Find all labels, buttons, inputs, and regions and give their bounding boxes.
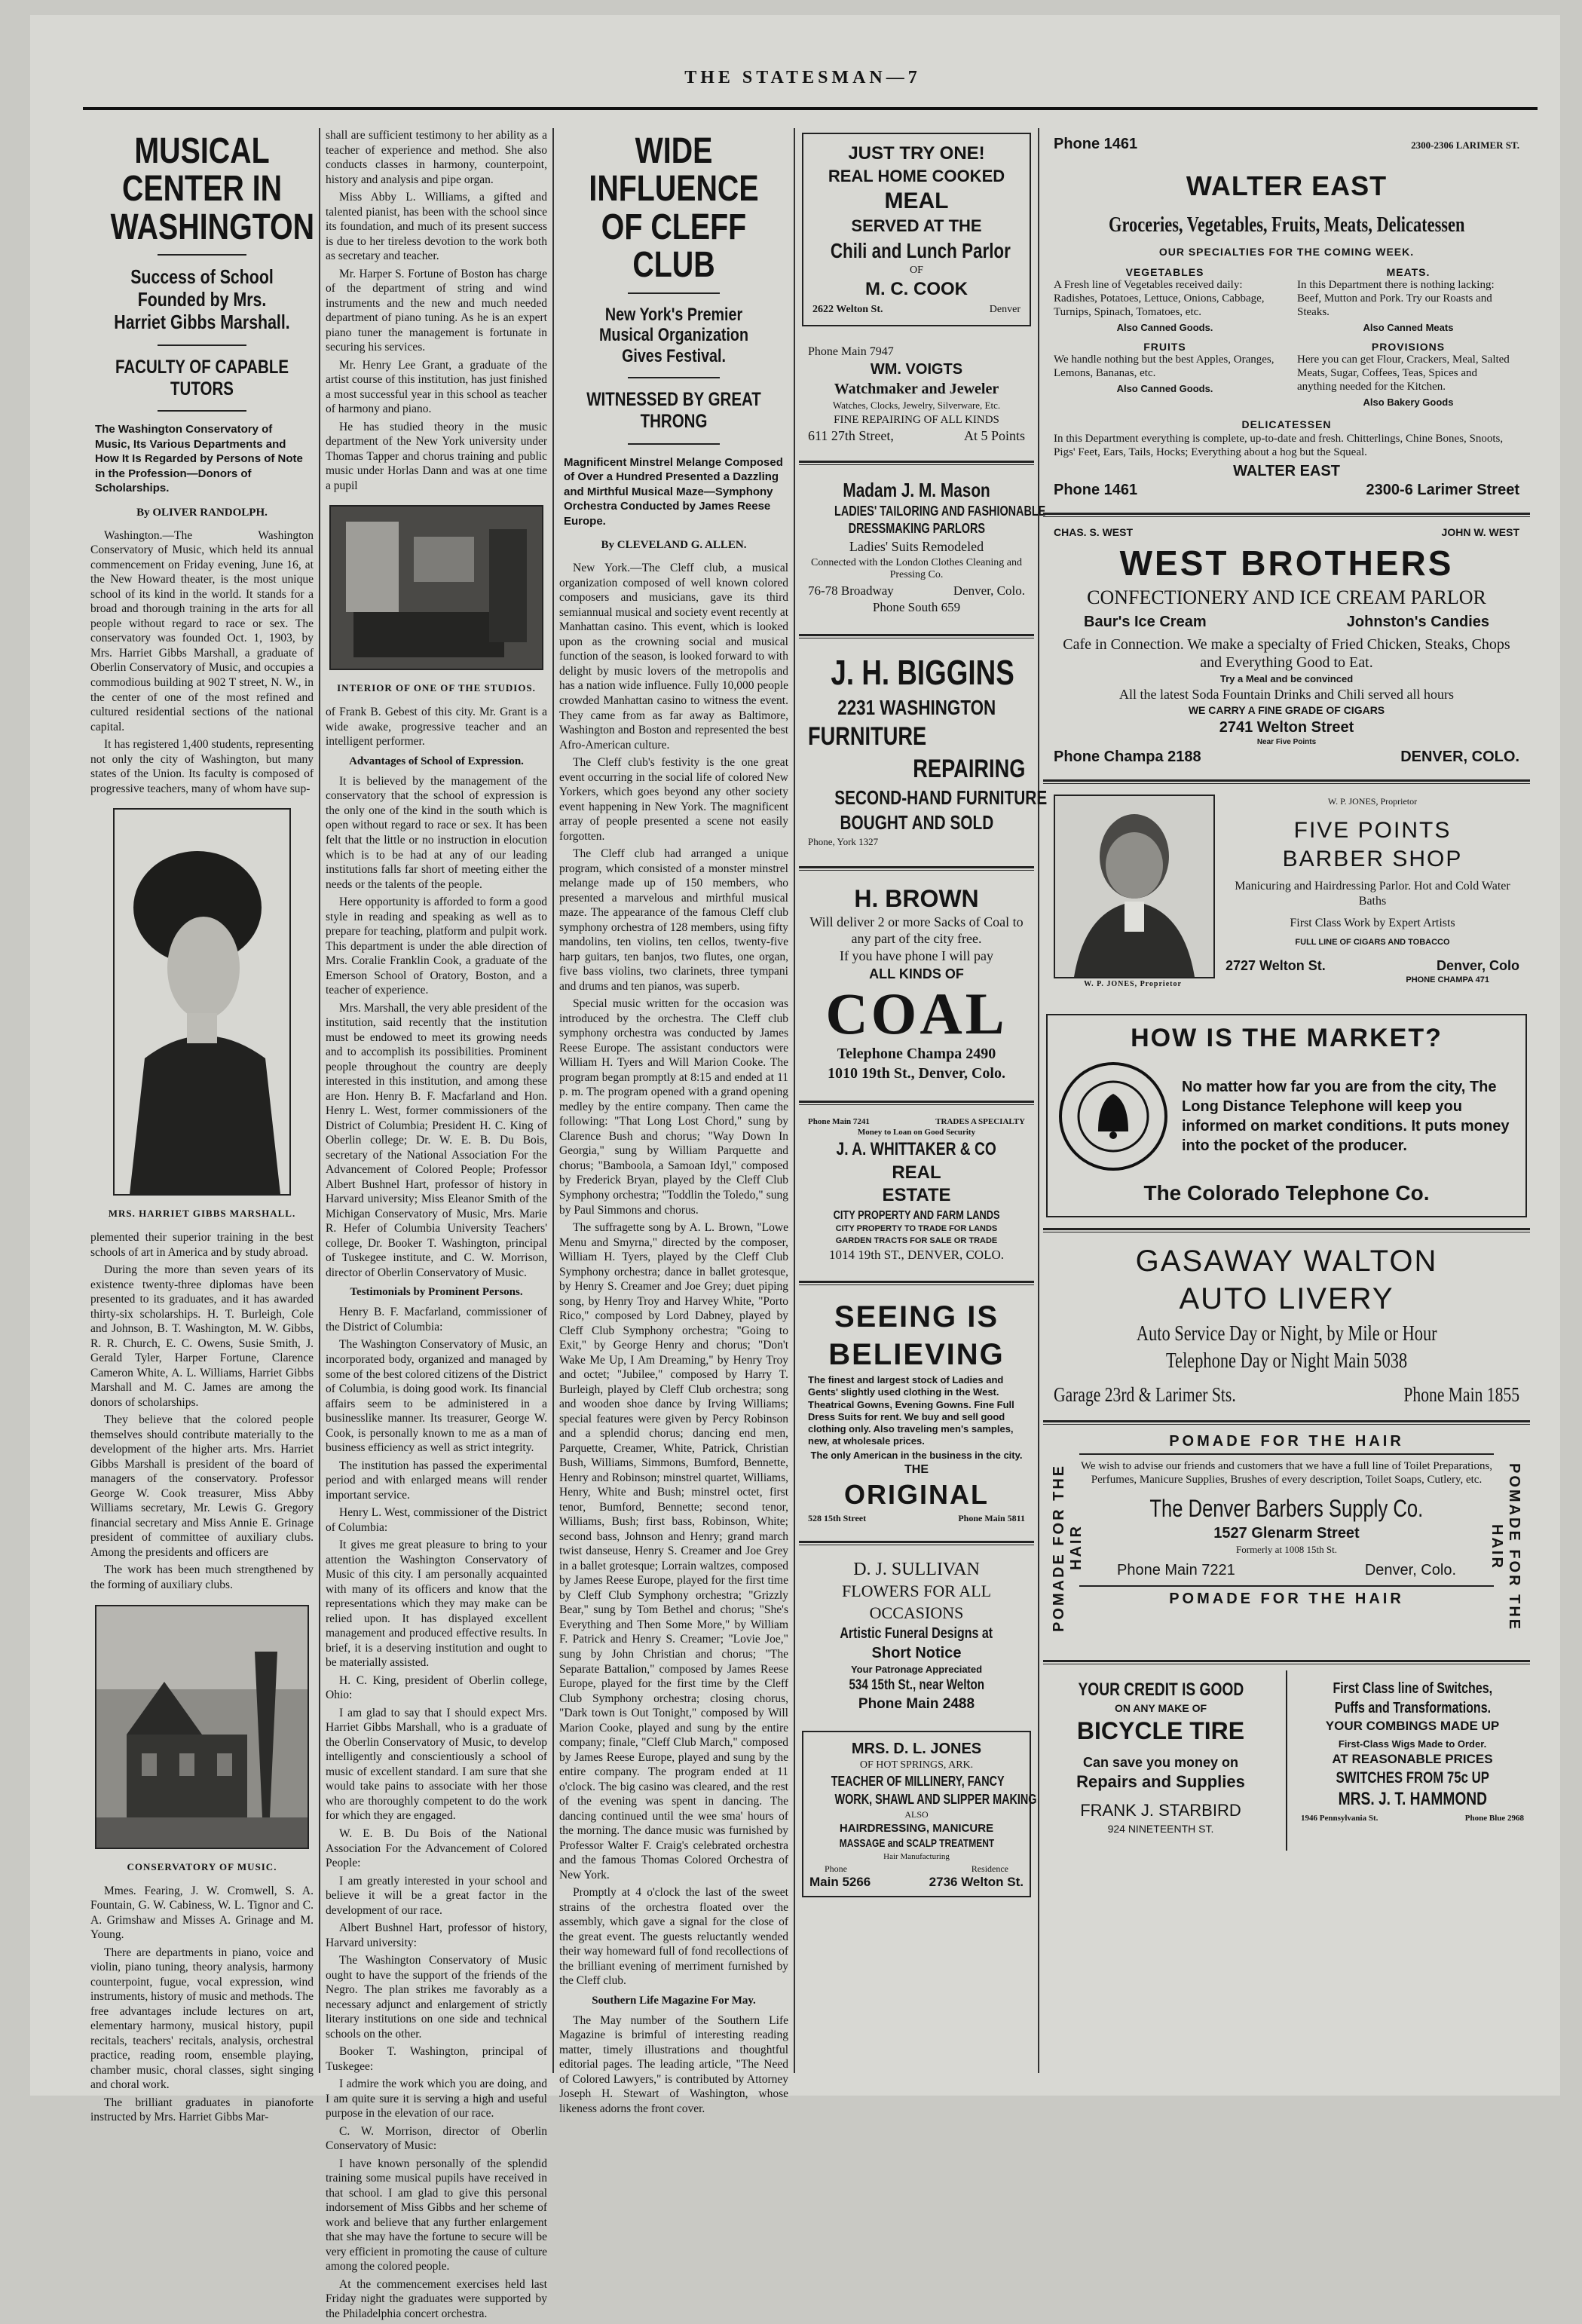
masthead-rule	[83, 107, 1538, 110]
ad-label: Phone	[825, 1863, 847, 1874]
ad-line: Repairs and Supplies	[1076, 1772, 1245, 1792]
paragraph: The Cleff club had arranged a unique program, which consisted of a monster minstrel melange made up of 150 members, who presented a marvelous and mirthful musical maze. The appearance of the famous Cleff club symphony orchestra of 128 members, using fifty mandolins, ten violins, ten cellos, twenty-five harp guitars, ten banjos, two flutes, one organ, five bass violins, two clarinets, three tympani and drums and ten pianos, was superb.	[559, 847, 788, 993]
ad-line: Can save you money on	[1082, 1754, 1239, 1770]
ad-jones-millinery	[802, 1731, 1037, 1897]
ad-line: OUR SPECIALTIES FOR THE COMING WEEK.	[1158, 245, 1415, 258]
byline: By OLIVER RANDOLPH.	[136, 506, 268, 519]
ad-line: YOUR COMBINGS MADE UP	[1325, 1718, 1500, 1733]
ad-line: Ladies' Suits Remodeled	[849, 538, 984, 554]
paragraph: They believe that the colored people themselves should contribute materially to the development of the higher arts. Mrs. Harriet Gibbs Marshall is president of the board of managers of the conservatory. Professor George W. Cook treasurer, Miss Abby Williams secretary, Mr. Lewis G. Gregory financial secretary and Miss Annie E. Grinage president of committee of auxiliary clubs. Among the presidents and officers are	[90, 1413, 314, 1559]
ad-line: REAL	[892, 1162, 941, 1183]
ad-line: GARDEN TRACTS FOR SALE OR TRADE	[835, 1235, 998, 1245]
category-text: In this Department everything is complete, up-to-date and fresh. Chitterlings, Chine Bones, Snoots, Pigs' Feet, Ears, Tails, Hocks; Everything about a hog but the Squeal.	[1054, 432, 1504, 458]
ad-line: Short Notice	[871, 1645, 962, 1662]
ad-line: FLOWERS FOR ALL	[841, 1581, 992, 1601]
ad-address: 76-78 Broadway	[808, 583, 894, 599]
category-heading: FRUITS	[1143, 340, 1186, 353]
ad-line: The only American in the business in the city.	[810, 1449, 1023, 1461]
paragraph: The Washington Conservatory of Music, an incorporated body, organized and managed by some of the best colored citizens of the District of Columbia, is doing good work. Its financial affairs seem to be administered in a businesslike manner. Its treasurer, George W. Cook, is personally known to me as a man of business efficiency as well as strict integrity.	[326, 1338, 547, 1455]
conservatory-photo	[95, 1605, 309, 1849]
category-note: Also Bakery Goods	[1363, 396, 1454, 408]
ad-west-brothers	[1046, 523, 1527, 769]
article-subhead-2: FACULTY OF CAPABLE TUTORS	[115, 356, 289, 400]
ad-line: LADIES' TAILORING AND FASHIONABLE	[834, 503, 1046, 519]
ad-line: 534 15th St., near Welton	[849, 1676, 984, 1693]
ad-line: Telephone Champa 2490	[837, 1045, 996, 1062]
ad-line: 1014 19th ST., DENVER, COLO.	[828, 1247, 1004, 1262]
ad-line: If you have phone I will pay	[840, 948, 993, 964]
ad-phone: Phone Blue 2968	[1464, 1813, 1524, 1823]
ad-city: Denver	[989, 303, 1020, 315]
paragraph: The brilliant graduates in pianoforte instructed by Mrs. Harriet Gibbs Mar-	[90, 2096, 314, 2124]
portrait-illustration	[1055, 796, 1213, 977]
paragraph: plemented their superior training in the best schools of art in America and by study abroad.	[90, 1231, 314, 1259]
paragraph: shall are sufficient testimony to her ability as a teacher of experience and method. She also conducts classes in harmony, counterpoint, history and analysis and pipe organ.	[326, 129, 547, 186]
ad-title: WALTER EAST	[1186, 170, 1388, 201]
ad-brown-coal	[802, 877, 1031, 1090]
ad-phone: Phone Main 7241	[808, 1116, 870, 1126]
ad-line: AT REASONABLE PRICES	[1332, 1751, 1493, 1766]
paragraph: The institution has passed the experimental period and with enlarged means will render important service.	[326, 1459, 547, 1502]
section-subhead: Southern Life Magazine For May.	[592, 1994, 756, 2007]
paragraph: Promptly at 4 o'clock the last of the sweet strains of the orchestra floated over the assembly, which gave a signal for the close of the great event. The guests reluctantly wended their way homeward full of fond recollections of the brilliant evening of merriment furnished by the Cleff club.	[559, 1886, 788, 1988]
ad-address: 2622 Welton St.	[812, 303, 883, 315]
paragraph: During the more than seven years of its existence twenty-three diplomas have been presented to its graduates, and it has awarded thirty-six scholarships. H. T. Burleigh, Cole and Johnson, B. T. Washington, M. W. Gibbs, R. R. Church, E. C. Owens, Susie Smith, J. Gerald Tyler, Harper Fortune, Clarence Cameron White, A. L. Williams, Harriet Gibbs Marshall and M. C. James are among the donors of scholarships.	[90, 1263, 314, 1409]
ad-line: WORK, SHAWL AND SLIPPER MAKING	[834, 1791, 1037, 1807]
ad-colorado-telephone	[1046, 1014, 1527, 1217]
paragraph: Special music written for the occasion was introduced by the orchestra. The Cleff club symphony orchestra was conducted by James Reese Europe. The assistant conductors were William H. Tyers and Will Marion Cooke. The program began promptly at 8:15 and ended at 11 p. m. The program opened with a grand opening medley by the entire company. Then came the following: "That Long Lost Chord," sung by Clarence Bush and chorus; "Way Down In Georgia," sung by William Parquette and chorus; "Bamboola, a Samoan Idyl," composed by Frederick Bryan, played by the Cleff Club Symphony orchestra; "Toddlin the Toledo," sung by Paul Simmons and chorus.	[559, 997, 788, 1217]
ad-phone: Phone Main 7947	[808, 344, 894, 358]
paragraph: The suffragette song by A. L. Brown, "Lowe Menu and Smyrna," directed by the composer, William H. Tyers, played by the Cleff Club Symphony orchestra; dance in ballet grotesque, by Henry S. Creamer and Joe Grey; duet piping song, by Henry Troy and Harvey White, "Porto Rico," composed by Lord Dabney, played by Cleff Club Symphony orchestra; "Going to Exit," by George Henry and chorus; "Don't Wake Me Up, I Am Dreaming," by Henry Troy and octet; "Jubilee," composed by Harry T. Burleigh, played by Cleff Club orchestra; song and wooden shoe dance by Irving Williams; special features were given by Percy Robinson and a splendid chorus; dancing end men, Parquette, Creamer, White, Patrick, Christian Bush, Williams, Simmons, Bumford, Bennette, Henry and Robinson; minstrel quartet, Williams, Henry, White and Bush; minstrel octet, first tenor, Bumford, Bennette; second tenor, Williams, Bush; first bass, Robinson, White; second bass, Johnson and Henry; grand march twist danseuse, Henry S. Creamer and Joe Grey in a ballet grotesque; Lorrain waltzes, composed by James Reese Europe, played for the first time by Cleff Club Symphony orchestra; "Grizzly Bear," sung by Tom Bethel and chorus; "She's Everything and Then Some More," by William F. Patrick and Henry S. Creamer; "Lovie Joe," sung by John Christian and chorus; "The Separate Battalion," composed by James Reese Europe, played for the first time by the Cleff Club Symphony orchestra; closing chorus, "Dark town is Out Tonight," composed by Will Marion Cooke, played and sung by the entire company; finale, "Cleff Club March," composed by James Reese Europe, played and sung by the entire company. The program ended at 11 o'clock. The big casino was cleared, and the rest of the evening was spent in dancing. The dancing continued until the wee sma' hours of the morning. The dance music was furnished by Professor Walter F. Craig's celebrated orchestra and the famous Thomas Colored Orchestra of New York.	[559, 1221, 788, 1882]
paragraph: Miss Abby L. Williams, a gifted and talented pianist, has been with the school since its foundation, and much of its present success is due to her tireless devotion to the work both as secretary and teacher.	[326, 191, 547, 263]
ad-title: The Colorado Telephone Co.	[1143, 1180, 1430, 1205]
ad-address: 2741 Welton Street	[1219, 718, 1354, 736]
ad-line: Madam J. M. Mason	[843, 478, 990, 501]
category-note: Also Canned Goods.	[1116, 382, 1213, 394]
ad-phone: Phone Main 5811	[958, 1512, 1025, 1523]
studio-illustration	[331, 507, 542, 669]
ad-line: TEACHER OF MILLINERY, FANCY	[831, 1774, 1005, 1790]
ad-phone: Phone Main 7221	[1117, 1561, 1235, 1578]
ad-line: J. H. BIGGINS	[831, 652, 1014, 692]
ad-separator	[1043, 1420, 1530, 1425]
ad-line: CONFECTIONERY AND ICE CREAM PARLOR	[1087, 586, 1486, 608]
bell-seal-icon	[1057, 1060, 1170, 1173]
byline: By CLEVELAND G. ALLEN.	[601, 539, 747, 552]
ad-line: 1010 19th St., Denver, Colo.	[828, 1064, 1005, 1082]
column-rule	[552, 128, 554, 2073]
portrait-illustration	[115, 810, 289, 1194]
ad-line: ALSO	[904, 1809, 929, 1820]
ad-line: Auto Service Day or Night, by Mile or Hour	[1136, 1322, 1437, 1346]
ad-line: Connected with the London Clothes Cleaning and Pressing Co.	[811, 556, 1022, 581]
ad-voigts-jeweler	[802, 337, 1031, 450]
section-subhead: Testimonials by Prominent Persons.	[350, 1286, 523, 1299]
ad-line: ON ANY MAKE OF	[1114, 1702, 1207, 1715]
ad-starbird-bicycle	[1046, 1675, 1275, 1840]
ad-line: CITY PROPERTY AND FARM LANDS	[833, 1209, 1000, 1223]
paragraph: The Cleff club's festivity is the one great event occurring in the social life of colored New Yorkers, which goes beyond any other society event happening in New York. The magnificent array of people presented a scene not easily forgotten.	[559, 756, 788, 843]
ad-line: Baur's Ice Cream	[1084, 613, 1207, 630]
ad-address: Garage 23rd & Larimer Sts.	[1054, 1382, 1236, 1406]
ad-line: WE CARRY A FINE GRADE OF CIGARS	[1188, 704, 1385, 717]
bottom-ads-row	[1043, 1670, 1530, 1851]
ad-text: No matter how far you are from the city, The Long Distance Telephone will keep you informed on market conditions. It puts money into the pocket of the producer.	[1182, 1078, 1510, 1154]
paragraph: It has registered 1,400 students, representing not only the city of Washington, but many states of the Union. Its faculty is composed of progressive teachers, many of whom have sup-	[90, 738, 314, 795]
ad-line: YOUR CREDIT IS GOOD	[1078, 1679, 1244, 1700]
ad-line: Hair Manufacturing	[883, 1851, 950, 1861]
ads-column-large	[1043, 128, 1530, 1851]
ad-address: 528 15th Street	[808, 1512, 867, 1523]
paragraph: C. W. Morrison, director of Oberlin Conservatory of Music:	[326, 2124, 547, 2153]
paragraph: He has studied theory in the music department of the New York university under Thomas Tapper and chorus training and public music under Horlas Dann and was at one time a pupil	[326, 420, 547, 492]
category-text: In this Department there is nothing lacking: Beef, Mutton and Pork. Try our Roasts and Steaks.	[1297, 278, 1495, 318]
ad-separator	[799, 634, 1034, 638]
ad-title: HOW IS THE MARKET?	[1131, 1023, 1443, 1052]
ad-title: WEST BROTHERS	[1119, 543, 1454, 583]
ad-separator	[799, 461, 1034, 465]
ad-line: MRS. D. L. JONES	[851, 1741, 982, 1758]
ad-line: OF HOT SPRINGS, ARK.	[859, 1759, 974, 1771]
article-cleff-club	[559, 128, 788, 2119]
paragraph: Mrs. Marshall, the very able president of the institution, said recently that the institution must be endowed to meet its growing needs and to accomplish its possibilities. Prominent people throughout the country are deeply interested in this institution, and among these are Hon. Henry B. F. Macfarland and Hon. Henry L. West, former commissioners of the District of Columbia; President H. C. King of Oberlin college; Dr. W. E. B. Du Bois, secretary of the National Association For the Advancement of Colored People; Professor Albert Bushnel Hart, professor of history in Harvard university; Miss Eleanor Smith of the Michigan Conservatory of Music, Mrs. Marie R. Hefer of Columbia University Teachers' college, Dr. Booker T. Washington, principal of Tuskegee institute, and C. W. Morrison, director of Oberlin Conservatory of Music.	[326, 1001, 547, 1279]
masthead: THE STATESMAN—7	[684, 68, 921, 87]
column-rule	[794, 128, 795, 2073]
ad-line: Johnston's Candies	[1346, 613, 1489, 630]
ad-city: DENVER, COLO.	[1400, 748, 1519, 765]
ad-address: 2300-6 Larimer Street	[1366, 481, 1519, 498]
ad-address: 2727 Welton St.	[1226, 958, 1326, 974]
ad-separator	[1043, 513, 1530, 517]
paragraph: Henry B. F. Macfarland, commissioner of the District of Columbia:	[326, 1306, 547, 1333]
paragraph: New York.—The Cleff club, a musical organization composed of well known colored composers and musicians, gave its third semiannual musical and society event recently at Manhattan casino. This event, which is looked upon as the crowning social and musical function of the season, is looked forward to with delight by music lovers of the metropolis and has a nation wide influence. Fully 10,000 people crowded Manhattan casino to witness the event. They came from as far away as Baltimore, Washington and Boston and represented the best Afro-American culture.	[559, 562, 788, 752]
ad-line: First Class Work by Expert Artists	[1290, 916, 1455, 929]
category-text: We handle nothing but the best Apples, Oranges, Lemons, Bananas, etc.	[1054, 353, 1274, 379]
ad-line: First Class line of Switches,	[1333, 1679, 1492, 1697]
ad-line: First-Class Wigs Made to Order.	[1338, 1738, 1487, 1750]
category-heading: DELICATESSEN	[1241, 418, 1332, 430]
ad-phone: PHONE CHAMPA 471	[1406, 975, 1489, 985]
ad-location: At 5 Points	[963, 427, 1025, 443]
ad-line: Manicuring and Hairdressing Parlor. Hot and Cold Water Baths	[1235, 880, 1510, 908]
ad-phone: Phone 1461	[1054, 136, 1138, 152]
ad-five-points-barber	[1046, 790, 1527, 1003]
photo-caption: MRS. HARRIET GIBBS MARSHALL.	[108, 1208, 296, 1220]
ad-line: J. A. WHITTAKER & CO	[836, 1138, 997, 1159]
ad-address: 924 NINETEENTH ST.	[1107, 1822, 1214, 1835]
ad-line: D. J. SULLIVAN	[853, 1559, 980, 1579]
paragraph: The work has been much strengthened by the forming of auxiliary clubs.	[90, 1563, 314, 1591]
article-headline: WIDE INFLUENCE OF CLEFF CLUB	[589, 131, 759, 286]
ad-line: FINE REPAIRING OF ALL KINDS	[834, 413, 999, 426]
category-heading: MEATS.	[1386, 265, 1431, 278]
article-subhead: New York's Premier Musical Organization Gives Festival.	[599, 304, 748, 366]
ad-name: FRANK J. STARBIRD	[1080, 1801, 1241, 1820]
ads-column-small	[799, 128, 1048, 1908]
divider	[628, 292, 720, 294]
ad-phone: Phone Champa 2188	[1054, 748, 1201, 765]
ad-line: BELIEVING	[828, 1338, 1005, 1372]
ad-line: MASSAGE and SCALP TREATMENT	[839, 1836, 994, 1850]
ad-denver-barbers-supply	[1046, 1431, 1527, 1649]
ad-biggins-furniture	[802, 645, 1048, 856]
category-heading: VEGETABLES	[1125, 265, 1204, 278]
ad-title: BICYCLE TIRE	[1076, 1717, 1245, 1745]
article-continuation	[326, 128, 547, 2324]
divider	[628, 443, 720, 445]
ad-name: JOHN W. WEST	[1441, 525, 1519, 538]
ad-line: ALL KINDS OF	[869, 966, 964, 982]
ad-line: BOUGHT AND SOLD	[840, 811, 993, 834]
ad-mason-tailoring	[802, 471, 1046, 623]
pomade-side-left: POMADE FOR THE HAIR	[1051, 1462, 1085, 1632]
ad-sullivan-flowers	[802, 1551, 1031, 1721]
paragraph: At the commencement exercises held last Friday night the graduates were supported by the Philadelphia concert orchestra.	[326, 2277, 547, 2320]
ad-line: ORIGINAL	[844, 1479, 989, 1511]
ad-line: Money to Loan on Good Security	[857, 1127, 976, 1137]
ad-title: WALTER EAST	[1233, 462, 1340, 479]
ad-line: HAIRDRESSING, MANICURE	[839, 1821, 994, 1835]
paragraph: I am glad to say that I should expect Mrs. Harriet Gibbs Marshall, who is a graduate of the Oberlin Conservatory of Music, to develop intelligently and conscientiously a school of music of excellent standard. I am sure that she would take pains to associate with her those who are thoroughly competent to do the work for which they are engaged.	[326, 1706, 547, 1823]
paragraph: Henry L. West, commissioner of the District of Columbia:	[326, 1506, 547, 1534]
paragraph: I have known personally of the splendid training some musical pupils have received in that school. I am glad to give this personal indorsement of Miss Gibbs and her scheme of work and believe that any further enlargement that she may have the fortune to secure will be very efficient in promoting the cause of culture among the colored people.	[326, 2157, 547, 2273]
category-note: Also Canned Meats	[1363, 321, 1454, 333]
ad-text: We wish to advise our friends and customers that we have a full line of Toilet Preparations, Perfumes, Manicure Supplies, Brushes of every description, Toilet Soaps, Cutlery, etc.	[1080, 1459, 1493, 1486]
ad-name: CHAS. S. WEST	[1054, 525, 1134, 538]
paragraph: Booker T. Washington, principal of Tuskegee:	[326, 2045, 547, 2073]
ad-separator	[799, 866, 1034, 871]
divider	[158, 254, 246, 256]
paragraph: I am greatly interested in your school and believe it will be a great factor in the development of our race.	[326, 1874, 547, 1917]
ad-line: Artistic Funeral Designs at	[840, 1625, 993, 1643]
paragraph: It is believed by the management of the conservatory that the school of expression is the only one of the kind in the south which is open without regard to race or sex. It has been felt that the little or no instruction in elocution which is to be had at any of our leading institutions falls far short of meeting either the needs or the talents of the people.	[326, 774, 547, 891]
ad-address: 1946 Pennsylvania St.	[1301, 1813, 1379, 1823]
ad-line: WM. VOIGTS	[870, 360, 963, 378]
ad-whittaker-real-estate	[802, 1111, 1031, 1271]
paragraph: of Frank B. Gebest of this city. Mr. Grant is a wide awake, progressive teacher and an intelligent performer.	[326, 706, 547, 749]
ad-city: Denver, Colo	[1436, 958, 1519, 974]
ad-label: Residence	[971, 1863, 1008, 1874]
ad-line: SWITCHES FROM 75c UP	[1336, 1768, 1489, 1787]
divider	[158, 344, 246, 346]
divider	[628, 377, 720, 378]
ad-line: Near Five Points	[1256, 737, 1317, 746]
ad-address: 1527 Glenarm Street	[1213, 1524, 1360, 1542]
ad-line: Watches, Clocks, Jewelry, Silverware, Etc.	[832, 399, 1001, 411]
ad-line: ESTATE	[882, 1185, 951, 1206]
section-subhead: Advantages of School of Expression.	[349, 755, 524, 767]
photo-caption: CONSERVATORY OF MUSIC.	[127, 1860, 277, 1872]
ad-line: Will deliver 2 or more Sacks of Coal to any part of the city free.	[809, 914, 1024, 946]
article-headline: MUSICAL CENTER IN WASHINGTON	[110, 131, 315, 247]
ad-line: Try a Meal and be convinced	[1219, 672, 1354, 684]
pomade-side-right: POMADE FOR THE HAIR	[1489, 1462, 1522, 1632]
ad-city: Denver, Colo.	[953, 583, 1025, 599]
ad-line: COAL	[825, 980, 1008, 1046]
ad-separator	[799, 1281, 1034, 1285]
ad-phone: Main 5266	[809, 1874, 871, 1889]
column-rule	[1038, 128, 1039, 2073]
ad-line: SEEING IS	[834, 1300, 999, 1334]
ad-line: Chili and Lunch Parlor	[830, 238, 1011, 262]
ad-line: Groceries, Vegetables, Fruits, Meats, Delicatessen	[1108, 213, 1465, 237]
ad-line: DRESSMAKING PARLORS	[848, 521, 985, 537]
article-deck: The Washington Conservatory of Music, Its Various Departments and How It Is Regarded by Persons of Note in the Profession—Donors of Scholarships.	[95, 423, 303, 495]
ad-phone: Phone Main 1855	[1403, 1382, 1519, 1406]
ad-line: CITY PROPERTY TO TRADE FOR LANDS	[835, 1224, 998, 1234]
paragraph: Washington.—The Washington Conservatory of Music, which held its annual commencement on Friday evening, June 16, at the New Howard theater, is the most unique school of its kind in the world. It stands for a broad and thorough training in the arts for all people without regard to race or sex. The conservatory was founded Oct. 1, 1903, by Mrs. Harriet Gibbs Marshall, a graduate of Oberlin Conservatory of Music, and occupies a commodious building at 902 T street, N. W., in the center of one of the most refined and cultured residential sections of the national capital.	[90, 528, 314, 733]
paragraph: Albert Bushnel Hart, professor of history, Harvard university:	[326, 1921, 547, 1949]
pomade-bottom: POMADE FOR THE HAIR	[1079, 1585, 1494, 1608]
category-note: Also Canned Goods.	[1116, 321, 1213, 333]
paragraph: Mmes. Fearing, J. W. Cromwell, S. A. Fountain, G. W. Cabiness, W. L. Tignor and C. A. Grimshaw and Misses A. Grinage and M. Young.	[90, 1884, 314, 1942]
ad-line: Puffs and Transformations.	[1334, 1699, 1491, 1716]
category-text: A Fresh line of Vegetables received daily: Radishes, Potatoes, Lettuce, Onions, Cabbage, Turnips, Spinach, Tomatoes, etc.	[1054, 278, 1265, 318]
ad-line: REAL HOME COOKED	[828, 166, 1005, 185]
paragraph: There are departments in piano, voice and violin, piano tuning, theory analysis, harmony counterpoint, fugue, vocal expression, wind instruments, history of music and methods. The free advantages include lectures on art, elementary harmony, musical history, pupil recitals, teachers' recitals, analysis, orchestral practice, reading room, ensemble playing, chamber music, choral classes, sight singing and choral work.	[90, 1946, 314, 2092]
ad-seeing-is-believing	[802, 1291, 1031, 1529]
ad-line: Phone Main 2488	[858, 1695, 975, 1712]
studio-photo	[329, 505, 543, 670]
ad-line: Formerly at 1008 15th St.	[1236, 1543, 1337, 1555]
ad-title: FIVE POINTS	[1293, 818, 1452, 844]
paragraph: W. E. B. Du Bois of the National Association For the Advancement of Colored People:	[326, 1826, 547, 1870]
ad-line: OF	[910, 265, 923, 277]
category-heading: PROVISIONS	[1371, 340, 1446, 353]
column-rule	[319, 128, 320, 2073]
ad-line: SECOND-HAND FURNITURE	[834, 785, 1048, 809]
ad-line: All the latest Soda Fountain Drinks and Chili served all hours	[1119, 686, 1454, 702]
ad-phone: Phone, York 1327	[808, 836, 879, 848]
ad-phone: Phone South 659	[872, 600, 961, 615]
portrait-photo	[113, 808, 291, 1196]
building-illustration	[96, 1606, 308, 1848]
ad-line: Telephone Day or Night Main 5038	[1165, 1349, 1408, 1373]
paragraph: It gives me great pleasure to bring to your attention the Washington Conservatory of Music of this city. I am personally acquainted with many of its officers and know that the representations which they may make can be relied upon. It has displayed excellent management and produced effective results. In brief, it is a deserving institution and ought to be materially assisted.	[326, 1539, 547, 1670]
ad-line: M. C. COOK	[865, 278, 968, 299]
paragraph: Here opportunity is afforded to form a good style in reading and speaking as well as to prepare for teaching, platform and pulpit work. This department is under the able direction of Mrs. Coralie Franklin Cook, a graduate of the Emerson School of Oratory, Boston, and a teacher of experience.	[326, 896, 547, 997]
ad-gasaway-walton	[1046, 1239, 1527, 1409]
ad-hammond-switches	[1298, 1675, 1527, 1840]
ad-line: Cafe in Connection. We make a specialty of Fried Chicken, Steaks, Chops and Everything Good to Eat.	[1063, 635, 1510, 671]
paragraph: I admire the work which you are doing, and I am quite sure it is serving a high and useful purpose in the elevation of our race.	[326, 2078, 547, 2120]
category-text: Here you can get Flour, Crackers, Meal, Salted Meats, Sugar, Coffees, Teas, Spices and anything needed for the Kitchen.	[1297, 353, 1510, 393]
article-musical-center	[90, 128, 314, 2128]
ad-address: 2300-2306 LARIMER ST.	[1411, 139, 1519, 151]
ad-city: Denver, Colo.	[1364, 1561, 1456, 1578]
ad-separator	[1043, 1660, 1530, 1664]
paragraph: The Washington Conservatory of Music ought to have the support of the friends of the Negro. The plan strikes me favorably as a necessary adjunct and enlargement of strictly literary institutions on one side and technical schools on the other.	[326, 1954, 547, 2041]
paragraph: H. C. King, president of Oberlin college, Ohio:	[326, 1673, 547, 1702]
ad-line: FURNITURE	[808, 722, 927, 752]
ad-separator	[799, 1541, 1034, 1545]
ad-line: TRADES A SPECIALTY	[935, 1116, 1025, 1126]
ad-title: BARBER SHOP	[1282, 847, 1463, 872]
article-subhead-2: WITNESSED BY GREAT THRONG	[586, 389, 761, 433]
photo-caption: INTERIOR OF ONE OF THE STUDIOS.	[337, 682, 536, 694]
ad-line: H. BROWN	[854, 884, 979, 912]
ad-separator	[1043, 1228, 1530, 1232]
paragraph: The May number of the Southern Life Magazine is brimful of interesting reading matter, timely illustrations and thoughtful editorial pages. The leading article, "The Need of Colored Lawyers," is contributed by Attorney Joseph H. Stewart of Washington, whose likeness adorns the front cover.	[559, 2013, 788, 2115]
ad-divider	[1286, 1670, 1287, 1851]
ad-line: MEAL	[884, 188, 949, 214]
pomade-top: POMADE FOR THE HAIR	[1079, 1432, 1494, 1455]
ad-line: JUST TRY ONE!	[848, 143, 985, 164]
ad-title: AUTO LIVERY	[1179, 1282, 1394, 1316]
barber-portrait	[1054, 795, 1215, 978]
ad-line: 2231 WASHINGTON	[837, 695, 996, 719]
ad-line: OCCASIONS	[869, 1603, 964, 1622]
ad-phone: Phone 1461	[1054, 481, 1138, 498]
ad-line: REPAIRING	[912, 755, 1025, 784]
paragraph: Mr. Henry Lee Grant, a graduate of the artist course of this institution, has just finished a most successful year in this school as teacher of harmony and piano.	[326, 358, 547, 416]
ad-line: Watchmaker and Jeweler	[834, 380, 999, 397]
ad-line: The finest and largest stock of Ladies and Gents' slightly used clothing in the West. Theatrical Gowns, Evening Gowns. Fine Full Dress Suits for rent. We buy and sell good clothing only. Also traveling men's samples, new, at wholesale prices.	[808, 1374, 1014, 1447]
ad-walter-east	[1046, 133, 1527, 502]
photo-caption: W. P. JONES, Proprietor	[1084, 979, 1182, 988]
ad-line: THE	[904, 1463, 929, 1477]
article-deck: Magnificent Minstrel Melange Composed of Over a Hundred Presented a Dazzling and Mirthful Musical Maze—Symphony Orchestra Conducted by James Reese Europe.	[564, 455, 783, 528]
ad-line: FULL LINE OF CIGARS AND TOBACCO	[1295, 937, 1450, 947]
ad-separator	[799, 1101, 1034, 1105]
ad-separator	[1043, 779, 1530, 784]
ad-address: 611 27th Street,	[808, 427, 894, 443]
article-subhead: Success of School Founded by Mrs. Harriet Gibbs Marshall.	[114, 265, 290, 333]
ad-chili-parlor	[802, 133, 1031, 326]
ad-line: Your Patronage Appreciated	[850, 1664, 983, 1676]
ad-title: GASAWAY WALTON	[1135, 1245, 1438, 1278]
ad-line: SERVED AT THE	[851, 216, 982, 236]
ad-address: 2736 Welton St.	[929, 1874, 1024, 1889]
ad-name: MRS. J. T. HAMMOND	[1338, 1789, 1487, 1810]
divider	[158, 410, 246, 412]
paragraph: Mr. Harper S. Fortune of Boston has charge of the department of string and wind instruments and the new and much needed department of piano tuning. As he is an expert piano tuner the management is fortunate in securing his services.	[326, 267, 547, 354]
provisions-grid	[1054, 266, 1519, 415]
ad-line: W. P. JONES, Proprietor	[1327, 795, 1418, 807]
ad-title: The Denver Barbers Supply Co.	[1149, 1494, 1424, 1522]
newspaper-page	[30, 15, 1560, 2320]
